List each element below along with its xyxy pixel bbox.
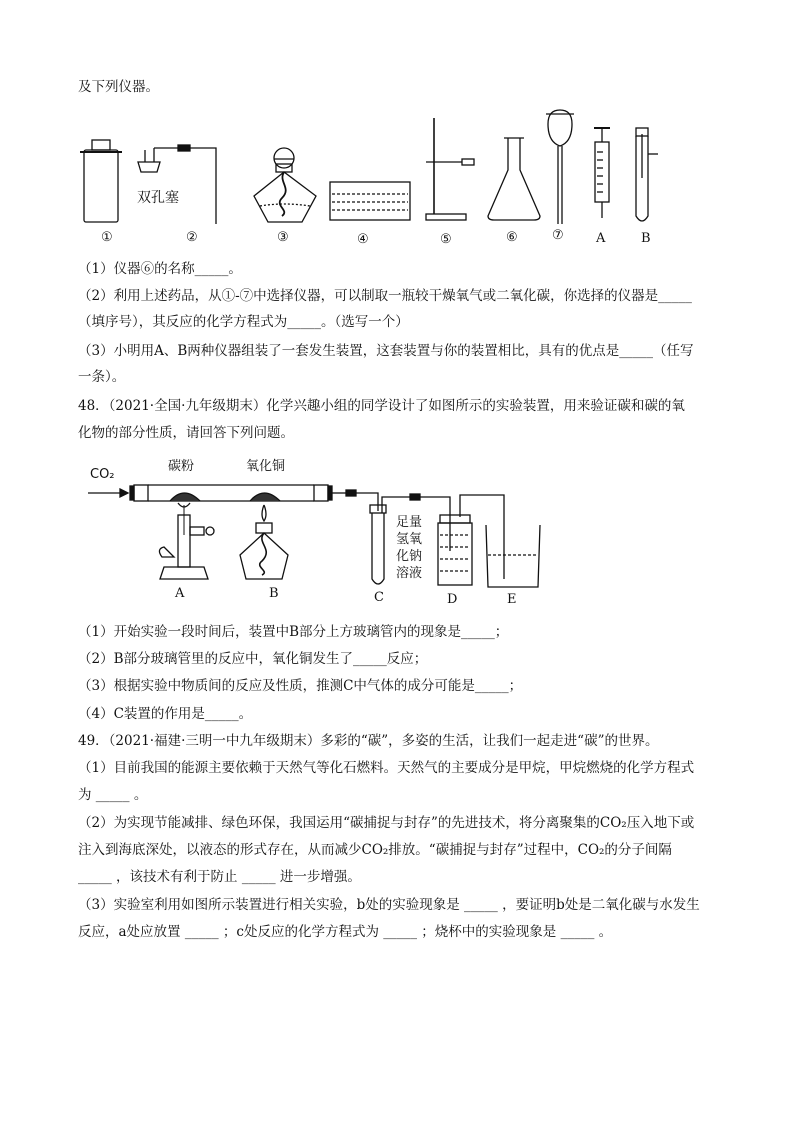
- instrument-label-B: B: [641, 231, 651, 246]
- apparatus-figure: [84, 455, 554, 595]
- apparatus-label-D: D: [447, 592, 458, 607]
- thistle-funnel-icon: [546, 110, 574, 224]
- instrument-label-6: ⑥: [506, 230, 518, 245]
- conical-flask-icon: [488, 138, 540, 220]
- instrument-label-2: ②: [186, 230, 198, 245]
- naoh-label-3: 化钠: [396, 549, 423, 564]
- q49-part-1b: 为 _____ 。: [78, 787, 148, 803]
- instruments-figure: [70, 106, 670, 251]
- q49-part-2c: _____ ，该技术有利于防止 _____ 进一步增强。: [78, 869, 361, 885]
- q48-heading-b: 化物的部分性质，请回答下列问题。: [78, 425, 294, 441]
- q49-part-2b: 注入到海底深处，以液态的形式存在，从而减少CO₂排放。“碳捕捉与封存”过程中，CO₂的分子间隔: [78, 842, 672, 858]
- q49-heading: 49．（2021·福建·三明一中九年级期末）多彩的“碳”，多姿的生活，让我们一起走进“碳”的世界。: [78, 733, 659, 749]
- apparatus-label-E: E: [507, 592, 517, 607]
- q49-part-1a: （1）目前我国的能源主要依赖于天然气等化石燃料。天然气的主要成分是甲烷，甲烷燃烧的化学方程式: [78, 760, 695, 776]
- apparatus-label-B: B: [269, 586, 279, 601]
- apparatus-label-C: C: [374, 590, 384, 605]
- stopper-label: 双孔塞: [137, 190, 179, 206]
- instrument-label-3: ③: [277, 230, 289, 245]
- alcohol-lamp-icon: [254, 148, 316, 222]
- q48-part-4: （4）C装置的作用是_____。: [78, 706, 253, 722]
- carbon-powder-label: 碳粉: [168, 459, 195, 474]
- instrument-label-5: ⑤: [440, 232, 452, 247]
- apparatus-label-A: A: [175, 586, 185, 601]
- naoh-label-2: 氢氧: [396, 532, 423, 547]
- q47-part-2b: （填序号），其反应的化学方程式为_____。（选写一个）: [78, 314, 409, 330]
- water-trough-icon: [330, 182, 410, 220]
- naoh-label-4: 溶液: [396, 566, 423, 581]
- gas-bottle-icon: [80, 140, 122, 222]
- q48-part-3: （3）根据实验中物质间的反应及性质，推测C中气体的成分可能是_____；: [78, 678, 523, 694]
- instrument-label-1: ①: [101, 230, 113, 245]
- q48-heading-a: 48．（2021·全国·九年级期末）化学兴趣小组的同学设计了如图所示的实验装置，用来验证碳和碳的氧: [78, 398, 685, 414]
- instrument-label-4: ④: [357, 232, 369, 247]
- iron-stand-icon: [426, 118, 474, 220]
- q49-part-3b: 反应，a处应放置 _____ ；c处反应的化学方程式为 _____ ；烧杯中的实验现象是 _____ 。: [78, 924, 613, 940]
- naoh-label-1: 足量: [396, 515, 423, 530]
- q49-part-3a: （3）实验室利用如图所示装置进行相关实验，b处的实验现象是 _____ ，要证明b处是二氧化碳与水发生: [78, 897, 700, 913]
- two-hole-stopper-icon: [138, 145, 216, 224]
- q47-part-1: （1）仪器⑥的名称_____。: [78, 261, 242, 277]
- copper-oxide-label: 氧化铜: [246, 459, 286, 474]
- branch-test-tube-icon: [636, 128, 658, 221]
- instrument-label-7: ⑦: [552, 228, 564, 243]
- intro-line: 及下列仪器。: [78, 79, 159, 95]
- q47-part-2a: （2）利用上述药品，从①-⑦中选择仪器，可以制取一瓶较干燥氧气或二氧化碳，你选择的仪器是_____: [78, 288, 692, 304]
- q49-part-2a: （2）为实现节能减排、绿色环保，我国运用“碳捕捉与封存”的先进技术，将分离聚集的CO₂压入地下或: [78, 815, 695, 831]
- q48-part-2: （2）B部分玻璃管里的反应中，氧化铜发生了_____反应；: [78, 651, 428, 667]
- gas-label-co2: CO₂: [90, 467, 115, 482]
- instrument-label-A: A: [596, 231, 606, 246]
- syringe-icon: [594, 128, 610, 218]
- q47-part-3a: （3）小明用A、B两种仪器组装了一套发生装置，这套装置与你的装置相比，具有的优点是_____（任写: [78, 343, 694, 359]
- q48-part-1: （1）开始实验一段时间后，装置中B部分上方玻璃管内的现象是_____；: [78, 624, 509, 640]
- q47-part-3b: 一条）。: [78, 369, 126, 385]
